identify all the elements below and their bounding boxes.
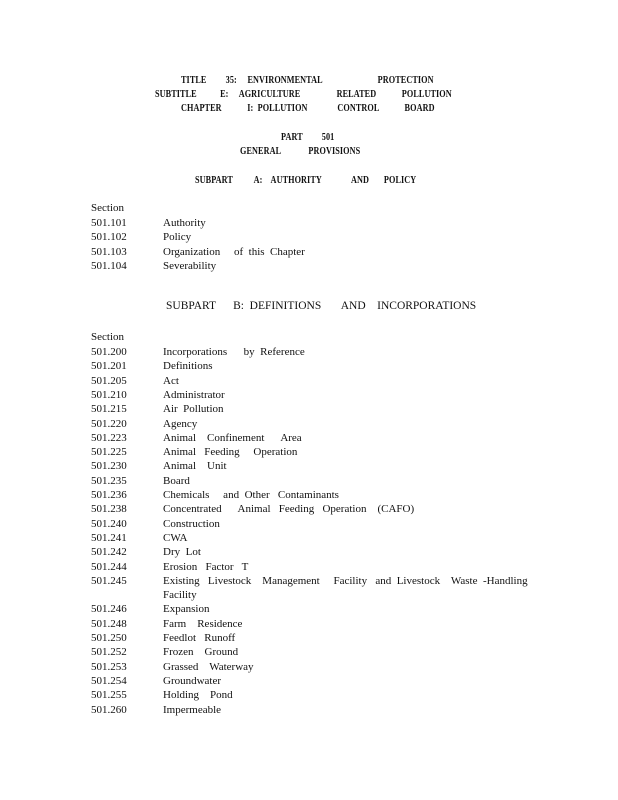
section-title: Facility: [163, 589, 197, 602]
section-number: 501.225: [91, 446, 127, 459]
section-number: 501.210: [91, 388, 127, 401]
section-title: Organization of this Chapter: [163, 245, 305, 258]
section-title: Erosion Factor T: [163, 560, 249, 573]
section-title: Grassed Waterway: [163, 660, 254, 673]
section-title: Incorporations by Reference: [163, 346, 305, 358]
section-title: Expansion: [163, 603, 210, 616]
section-title: Groundwater: [163, 674, 222, 687]
section-title: Animal Confinement Area: [163, 431, 302, 444]
section-number: 501.104: [91, 259, 127, 272]
section-number: 501.246: [91, 603, 127, 616]
chapter-line: CHAPTER I: POLLUTION CONTROL BOARD: [181, 103, 435, 114]
section-number: 501.254: [91, 674, 127, 687]
section-number: 501.101: [91, 217, 127, 229]
section-number: 501.236: [91, 489, 127, 501]
section-number: 501.215: [91, 403, 127, 416]
section-title: Concentrated Animal Feeding Operation (CAFO): [163, 503, 415, 516]
section-title: Act: [163, 374, 179, 387]
section-title: Animal Unit: [163, 460, 227, 473]
section-title: Dry Lot: [163, 546, 201, 559]
section-title: Frozen Ground: [163, 646, 239, 659]
section-number: 501.103: [91, 245, 127, 258]
section-number: 501.220: [91, 417, 127, 430]
section-title: Holding Pond: [163, 689, 233, 702]
section-title: Board: [163, 474, 190, 487]
section-title: Construction: [163, 517, 220, 530]
title-line: TITLE 35: ENVIRONMENTAL PROTECTION: [181, 75, 434, 86]
section-number: 501.248: [91, 617, 127, 630]
section-title: Existing Livestock Management Facility and Livestock Waste -Handling: [163, 574, 528, 587]
subpart-a-heading: SUBPART A: AUTHORITY AND POLICY: [195, 175, 417, 186]
section-number: 501.223: [91, 431, 127, 444]
section-title: Animal Feeding Operation: [163, 446, 298, 459]
section-title: Authority: [163, 217, 206, 229]
section-number: 501.244: [91, 560, 127, 573]
section-number: 501.260: [91, 703, 127, 716]
section-number: 501.242: [91, 546, 127, 559]
section-title: Administrator: [163, 388, 225, 401]
section-title: Definitions: [163, 360, 213, 373]
section-number: 501.255: [91, 689, 127, 702]
section-title: Farm Residence: [163, 617, 243, 630]
section-number: 501.200: [91, 346, 127, 358]
section-number: 501.235: [91, 474, 127, 487]
section-number: 501.245: [91, 574, 127, 587]
section-title: Severability: [163, 259, 217, 272]
subtitle-line: SUBTITLE E: AGRICULTURE RELATED POLLUTION: [155, 89, 452, 100]
section-title: Policy: [163, 231, 192, 244]
subpart-b-heading: SUBPART B: DEFINITIONS AND INCORPORATIONS: [166, 300, 477, 312]
section-title: Feedlot Runoff: [163, 632, 236, 644]
section-title: Agency: [163, 417, 198, 430]
section-title: Chemicals and Other Contaminants: [163, 489, 339, 501]
section-number: 501.102: [91, 231, 127, 244]
section-label: Section: [91, 202, 124, 214]
section-title: Impermeable: [163, 703, 222, 716]
section-number: 501.205: [91, 374, 127, 387]
part-title: GENERAL PROVISIONS: [240, 146, 361, 157]
section-number: 501.230: [91, 460, 127, 473]
section-number: 501.253: [91, 660, 127, 673]
section-label: Section: [91, 331, 124, 343]
section-number: 501.201: [91, 360, 127, 373]
section-number: 501.240: [91, 517, 127, 530]
section-number: 501.238: [91, 503, 127, 516]
part-number: PART 501: [281, 132, 335, 143]
section-title: CWA: [163, 531, 188, 544]
section-number: 501.252: [91, 646, 127, 659]
section-title: Air Pollution: [163, 403, 224, 416]
section-number: 501.241: [91, 531, 127, 544]
section-number: 501.250: [91, 632, 127, 644]
